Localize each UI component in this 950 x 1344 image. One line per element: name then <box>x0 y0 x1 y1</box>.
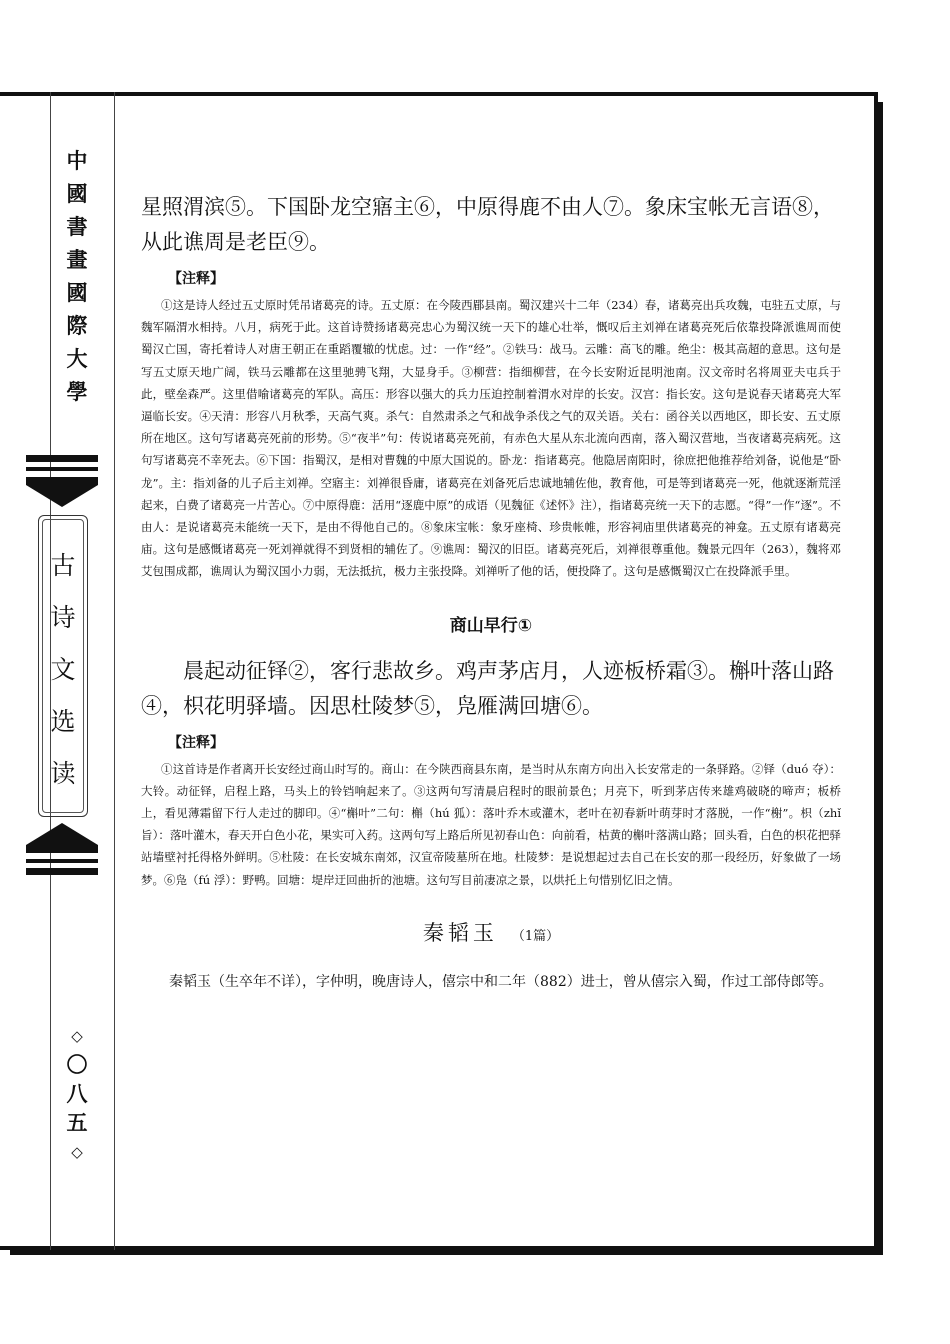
notes-text: ①这是诗人经过五丈原时凭吊诸葛亮的诗。五丈原：在今陵西郿县南。蜀汉建兴十二年（234）春，诸葛亮出兵攻魏，屯驻五丈原，与魏军隔渭水相持。八月，病死于此。这首诗赞扬诸葛亮忠心为蜀汉统一天下的雄心壮举，慨叹后主刘禅在诸葛亮死后依靠投降派谯周而使蜀汉亡国，寄托着诗人对唐王朝正在重蹈覆辙的忧虑。过：一作“经”。②铁马：战马。云雕：高飞的雕。绝尘：极其高超的意思。这句是写五丈原天地广阔，铁马云雕都在这里驰骋飞翔，大显身手。③柳营：指细柳营，在今长安附近昆明池南。汉文帝时名将周亚夫屯兵于此，壁垒森严。这里借喻诸葛亮的军队。高压：形容以强大的兵力压迫控制着渭水对岸的长安。汉宫：指长安。这句是说春天诸葛亮大军逼临长安。④天清：形容八月秋季，天高气爽。杀气：自然肃杀之气和战争杀伐之气的双关语。关右：函谷关以西地区，即长安、五丈原所在地区。这句写诸葛亮死前的形势。⑤“夜半”句：传说诸葛亮死前，有赤色大星从东北流向西南，落入蜀汉营地，当夜诸葛亮病死。这句写诸葛亮不幸死去。⑥下国：指蜀汉，是相对曹魏的中原大国说的。卧龙：指诸葛亮。他隐居南阳时，徐庶把他推荐给刘备，说他是“卧龙”。主：指刘备的儿子后主刘禅。空寤主：刘禅很昏庸，诸葛亮在刘备死后忠诚地辅佐他，教育他，可是等到诸葛亮一死，他就逐渐荒淫起来，白费了诸葛亮一片苦心。⑦中原得鹿：活用“逐鹿中原”的成语（见魏征《述怀》注），指诸葛亮统一天下的志愿。“得”一作“逐”。不由人：是说诸葛亮未能统一天下，是由不得他自己的。⑧象床宝帐：象牙座椅、珍贵帐帷，形容祠庙里供诸葛亮的神龛。五丈原有诸葛亮庙。这句是感慨诸葛亮一死刘禅就得不到贤相的辅佐了。⑨谯周：蜀汉的旧臣。诸葛亮死后，刘禅很尊重他。魏景元四年（263），魏将邓艾包围成都，谯周认为蜀汉国小力弱，无法抵抗，极力主张投降。刘禅听了他的话，便投降了。这句是感慨蜀汉亡在投降派手里。 <box>141 298 841 579</box>
poem-text: 从此谯周是老臣⑨。 <box>141 230 330 254</box>
sidebar-university-name: 中 國 書 畫 國 際 大 學 <box>66 149 88 404</box>
page-number: ◇ 〇 八 五 ◇ <box>66 1027 88 1161</box>
notes-heading: 【注释】 <box>168 271 224 287</box>
frame-shadow <box>10 1250 882 1255</box>
notes-heading: 【注释】 <box>168 734 224 751</box>
poem-title: 商山早行① <box>449 615 533 636</box>
book-title: 古 诗 文 选 读 <box>50 551 76 788</box>
chevron-ornament-icon <box>26 477 98 507</box>
main-content <box>141 190 841 995</box>
poem-count: （1篇） <box>511 928 560 944</box>
poem-text: 星照渭滨⑤。下国卧龙空寤主⑥，中原得鹿不由人⑦。象床宝帐无言语⑧， <box>141 195 834 219</box>
notes-text: ①这首诗是作者离开长安经过商山时写的。商山：在今陕西商县东南，是当时从东南方向出入长安常走的一条驿路。②铎（duó 夺）：大铃。动征铎，启程上路，马头上的铃铛响起来了。③这两句写清晨启程时的眼前景色；月亮下，听到茅店传来雄鸡破晓的啼声；板桥上，看见薄霜留下行人走过的脚印。④“槲叶”二句：槲（hú 狐）：落叶乔木或灌木，老叶在初春新叶萌芽时才落脱，一作“榭”。枳（zhǐ 旨）：落叶灌木，春天开白色小花，果实可入药。这两句写上路后所见初春山色：向前看，枯黄的槲叶落满山路；回头看，白色的枳花把驿站墙壁衬托得格外鲜明。⑤杜陵：在长安城东南郊，汉宣帝陵墓所在地。杜陵梦：是说想起过去自己在长安的那一段经历，好象做了一场梦。⑥凫（fú 浮）：野鸭。回塘：堤岸迂回曲折的池塘。这句写目前凄凉之景，以烘托上句惜别忆旧之情。 <box>141 761 841 887</box>
sidebar-rule-right <box>114 92 115 1250</box>
author-bio: 秦韬玉（生卒年不详），字仲明，晚唐诗人，僖宗中和二年（882）进士，曾从僖宗入蜀，作过工部侍郎等。 <box>169 973 833 990</box>
author-name: 秦韬玉 <box>422 920 498 945</box>
chevron-ornament-icon <box>26 823 98 853</box>
author-heading <box>141 917 841 947</box>
poem-text: 晨起动征铎②，客行悲故乡。鸡声茅店月，人迹板桥霜③。槲叶落山路④，枳花明驿墙。因思杜陵梦⑤，凫雁满回塘⑥。 <box>141 658 834 718</box>
book-title-scroll <box>22 455 100 875</box>
